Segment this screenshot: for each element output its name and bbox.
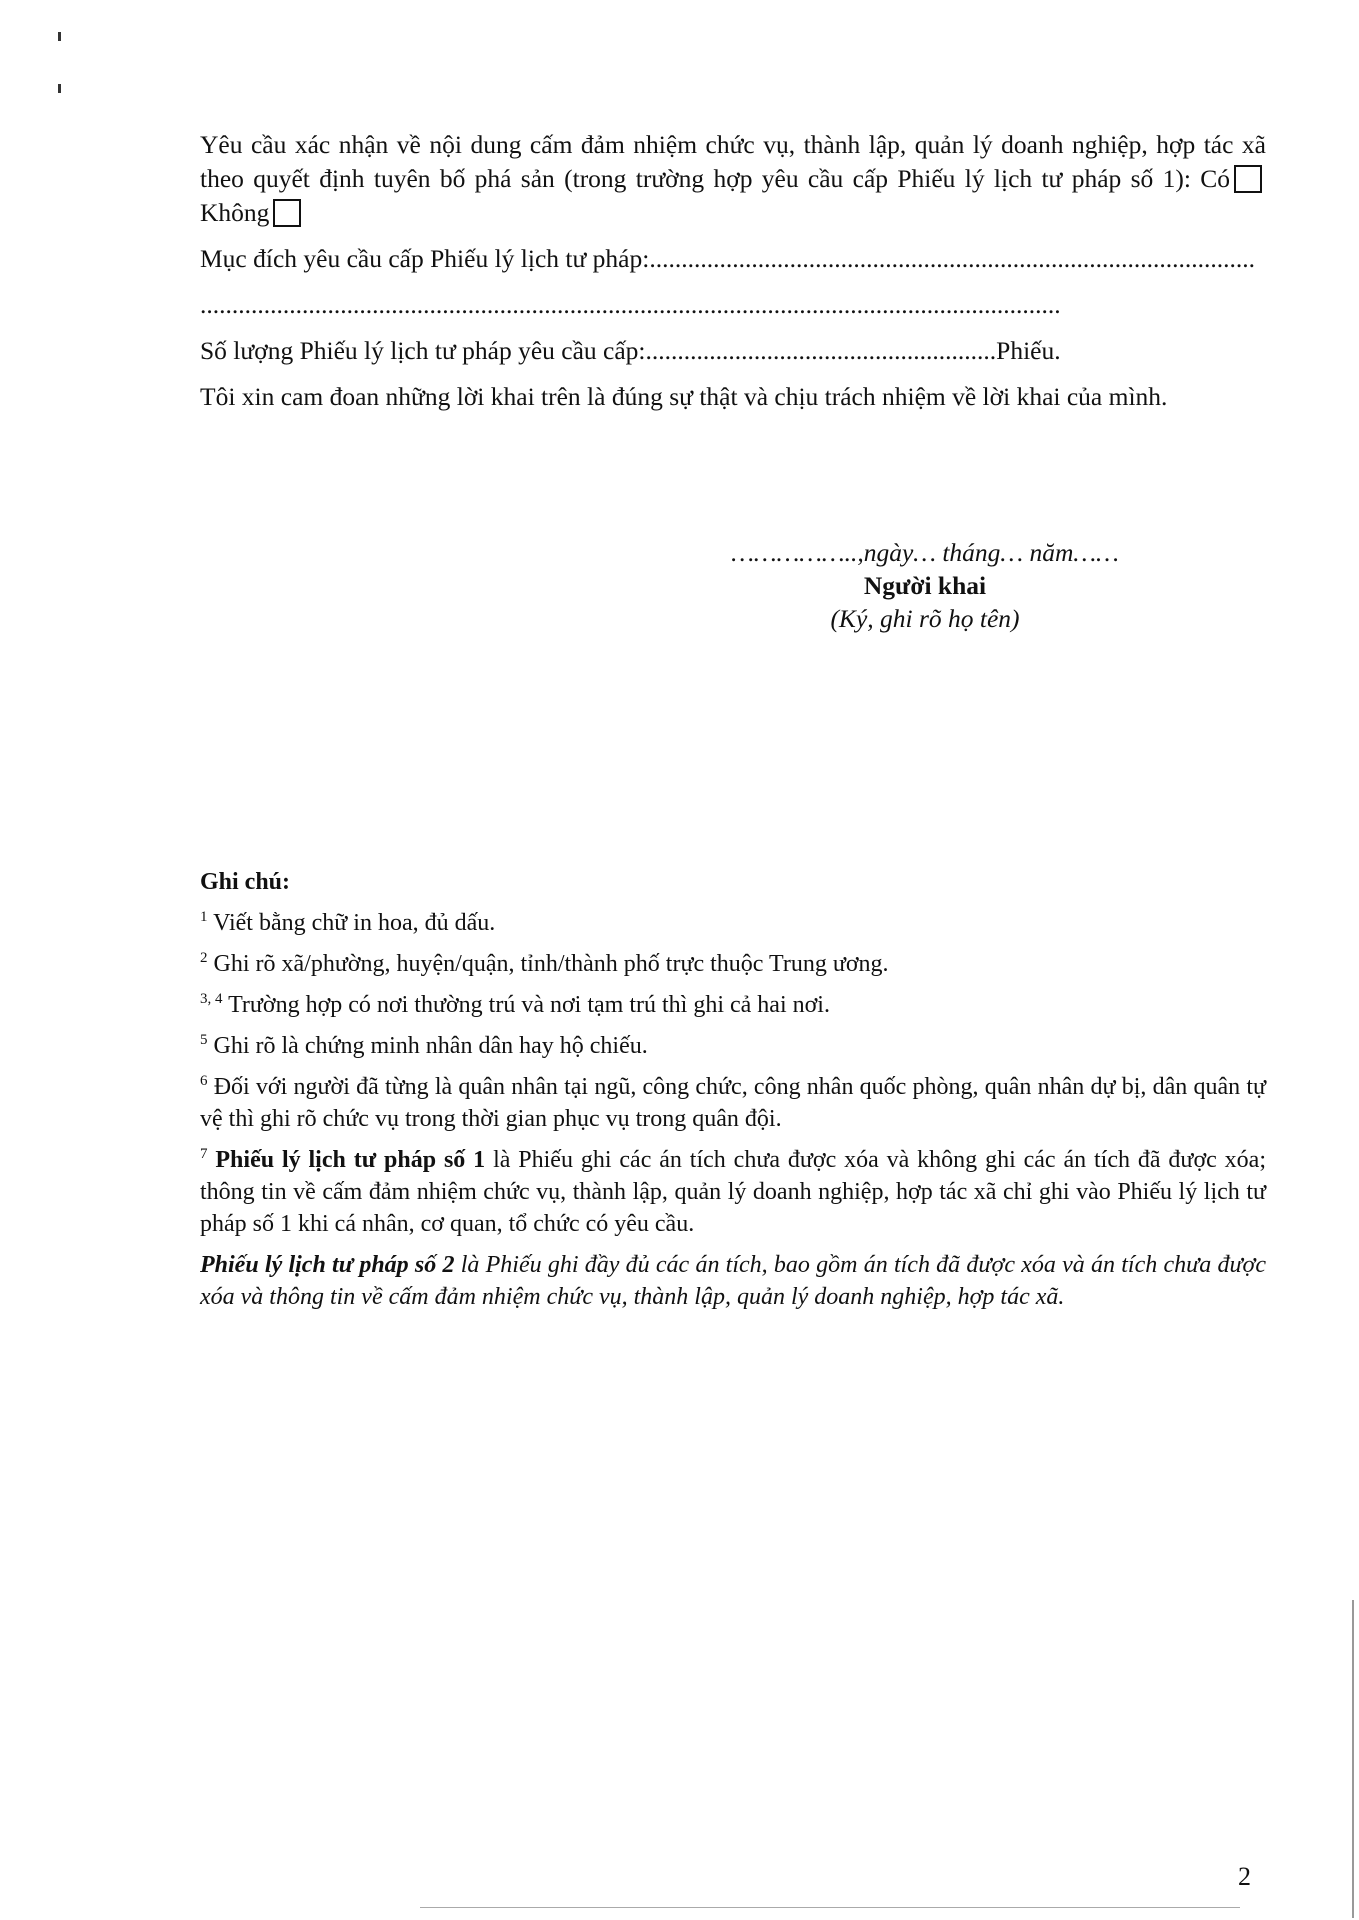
note-marker: 7 (200, 1146, 208, 1162)
note-marker: 5 (200, 1032, 208, 1048)
purpose-label: Mục đích yêu cầu cấp Phiếu lý lịch tư pháp: (200, 244, 650, 273)
note-text: Ghi rõ là chứng minh nhân dân hay hộ chiếu. (213, 1033, 648, 1059)
option-yes-label: Có (1200, 164, 1230, 193)
commitment-text: Tôi xin cam đoan những lời khai trên là đúng sự thật và chịu trách nhiệm về lời khai của mình. (200, 382, 1168, 411)
signature-instruction: (Ký, ghi rõ họ tên) (830, 604, 1020, 633)
purpose-field[interactable]: ............................................................................................... (649, 244, 1255, 273)
purpose-line (200, 242, 1266, 276)
note-item (200, 989, 1266, 1021)
signer-title: Người khai (863, 571, 987, 600)
note-marker: 1 (200, 909, 208, 925)
note-final-text: là Phiếu ghi đầy đủ các án tích, bao gồm án tích đã được xóa và án tích chưa được xóa và thông tin về cấm đảm nhiệm chức vụ, thành lập, quản lý doanh nghiệp, hợp tác xã. (200, 1252, 1266, 1310)
notes-heading: Ghi chú: (200, 869, 291, 895)
scan-mark (58, 84, 61, 93)
confirm-request-paragraph (200, 128, 1266, 230)
note-marker: 3, 4 (200, 991, 223, 1007)
note-text: Trường hợp có nơi thường trú và nơi tạm trú thì ghi cả hai nơi. (228, 992, 830, 1018)
scan-mark (58, 32, 61, 41)
note-text: Ghi rõ xã/phường, huyện/quận, tỉnh/thành phố trực thuộc Trung ương. (213, 951, 889, 977)
purpose-field-continued[interactable]: ....................................................................................................................................... (200, 290, 1061, 319)
side-rule (1352, 1600, 1354, 1918)
form-body (200, 128, 1266, 414)
note-7-term: Phiếu lý lịch tư pháp số 1 (215, 1147, 486, 1173)
quantity-line (200, 334, 1266, 368)
quantity-field[interactable]: ....................................................... (645, 336, 997, 365)
quantity-label: Số lượng Phiếu lý lịch tư pháp yêu cầu cấp: (200, 336, 646, 365)
notes-section (200, 866, 1266, 1322)
option-yes-checkbox[interactable] (1234, 165, 1262, 193)
purpose-line-2 (200, 288, 1266, 322)
notes-list (200, 907, 1266, 1135)
note-final-term: Phiếu lý lịch tư pháp số 2 (200, 1252, 455, 1278)
note-text: Viết bằng chữ in hoa, đủ dấu. (213, 910, 496, 936)
note-marker: 6 (200, 1073, 208, 1089)
note-7-text: là Phiếu ghi các án tích chưa được xóa và không ghi các án tích đã được xóa; thông tin về cấm đảm nhiệm chức vụ, thành lập, quản lý doanh nghiệp, hợp tác xã chỉ ghi vào Phiếu lý lịch tư pháp số 1 khi cá nhân, cơ quan, tổ chức có yêu cầu. (200, 1147, 1266, 1237)
note-text: Đối với người đã từng là quân nhân tại ngũ, công chức, công nhân quốc phòng, quân nhân dự bị, dân quân tự vệ thì ghi rõ chức vụ trong thời gian phục vụ trong quân đội. (200, 1074, 1266, 1132)
quantity-unit: Phiếu. (996, 336, 1061, 365)
note-marker: 2 (200, 950, 208, 966)
option-no-checkbox[interactable] (273, 199, 301, 227)
signature-block (690, 536, 1160, 635)
note-item (200, 1071, 1266, 1135)
note-item (200, 948, 1266, 980)
page-number: 2 (1238, 1862, 1251, 1891)
note-item (200, 907, 1266, 939)
option-no-label: Không (200, 198, 270, 227)
note-7 (200, 1144, 1266, 1240)
note-final (200, 1249, 1266, 1313)
note-item (200, 1030, 1266, 1062)
footer-rule (420, 1907, 1240, 1908)
date-line: ……………..,ngày… tháng… năm…… (731, 538, 1119, 567)
confirm-request-text-inline: Yêu cầu xác nhận về nội dung cấm đảm nhiệm chức vụ, thành lập, quản lý doanh nghiệp, hợp tác xã theo quyết định tuyên bố phá sản (trong trường hợp yêu cầu cấp Phiếu lý lịch tư pháp số 1): (200, 130, 1266, 193)
